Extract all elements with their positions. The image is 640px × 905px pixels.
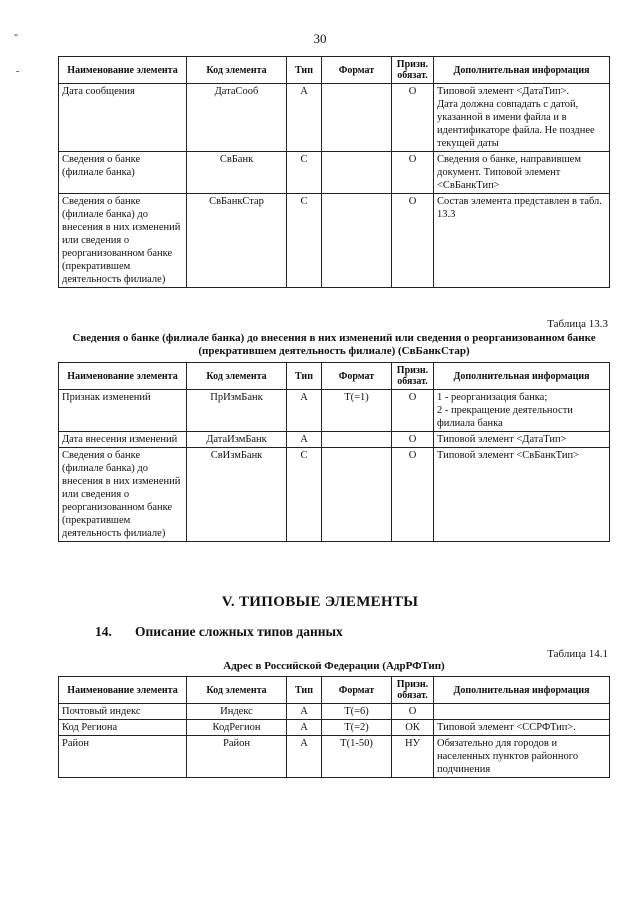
cell-name: Дата внесения изменений [59,432,187,448]
col-header-format: Формат [322,57,392,84]
cell-format: Т(1-50) [322,736,392,778]
col-header-name: Наименование элемента [59,57,187,84]
cell-info: Обязательно для городов и населенных пунктов районного подчинения [434,736,610,778]
cell-format: Т(=1) [322,390,392,432]
table-row [59,432,610,448]
cell-info: Сведения о банке, направившем документ. Типовой элемент <СвБанкТип> [434,152,610,194]
table-header-row [59,363,610,390]
col-header-type: Тип [287,677,322,704]
cell-name: Дата сообщения [59,84,187,152]
cell-format [322,448,392,542]
col-header-format: Формат [322,363,392,390]
cell-code: Индекс [187,704,287,720]
table-row [59,84,610,152]
cell-code: СвИзмБанк [187,448,287,542]
cell-name: Код Региона [59,720,187,736]
cell-required: НУ [392,736,434,778]
table-row [59,448,610,542]
section-title: V. ТИПОВЫЕ ЭЛЕМЕНТЫ [221,594,419,610]
cell-required: О [392,152,434,194]
table-row [59,704,610,720]
cell-required: О [392,84,434,152]
cell-info [434,704,610,720]
cell-required: О [392,432,434,448]
cell-format [322,152,392,194]
cell-type: А [287,84,322,152]
cell-info: Типовой элемент <ДатаТип> [434,432,610,448]
cell-required: О [392,390,434,432]
col-header-type: Тип [287,363,322,390]
cell-required: ОК [392,720,434,736]
table-svbankstar [58,362,610,542]
cell-name: Сведения о банке (филиале банка) до внесения в них изменений или сведения о реорганизованном банке (прекратившем деятельность филиале) [59,194,187,288]
col-header-code: Код элемента [187,363,287,390]
cell-name: Признак изменений [59,390,187,432]
cell-type: С [287,448,322,542]
cell-code: ДатаИзмБанк [187,432,287,448]
cell-code: КодРегион [187,720,287,736]
cell-type: А [287,432,322,448]
cell-required: О [392,704,434,720]
col-header-required: Призн. обязат. [392,677,434,704]
cell-type: А [287,704,322,720]
cell-info: Типовой элемент <ССРФТип>. [434,720,610,736]
subsection-number: 14. [95,624,112,639]
cell-type: А [287,390,322,432]
cell-code: ПрИзмБанк [187,390,287,432]
col-header-required: Призн. обязат. [392,363,434,390]
cell-format: Т(=2) [322,720,392,736]
col-header-info: Дополнительная информация [434,57,610,84]
cell-type: С [287,194,322,288]
table-row [59,390,610,432]
table-row [59,152,610,194]
cell-info: Типовой элемент <ДатаТип>. Дата должна совпадать с датой, указанной в имени файла и в идентификаторе файла. Не позднее текущей даты [434,84,610,152]
col-header-type: Тип [287,57,322,84]
cell-name: Сведения о банке (филиале банка) до внесения в них изменений или сведения о реорганизованном банке (прекратившем деятельность филиале) [59,448,187,542]
cell-name: Район [59,736,187,778]
cell-info: Состав элемента представлен в табл. 13.3 [434,194,610,288]
cell-code: СвБанкСтар [187,194,287,288]
table-title: Сведения о банке (филиале банка) до внесения в них изменений или сведения о реорганизованном банке (прекратившем деятельность филиале) (СвБанкСтар) [72,332,596,357]
col-header-name: Наименование элемента [59,363,187,390]
cell-format: Т(=6) [322,704,392,720]
col-header-name: Наименование элемента [59,677,187,704]
cell-type: С [287,152,322,194]
table-number: Таблица 14.1 [547,648,608,660]
subsection-title: Описание сложных типов данных [135,624,343,639]
cell-required: О [392,448,434,542]
cell-required: О [392,194,434,288]
cell-format [322,194,392,288]
table-row [59,194,610,288]
cell-format [322,84,392,152]
margin-mark: - [16,66,20,77]
cell-name: Сведения о банке (филиале банка) [59,152,187,194]
table-row [59,720,610,736]
table-adrrftip [58,676,610,778]
col-header-code: Код элемента [187,57,287,84]
table-number: Таблица 13.3 [547,318,608,330]
col-header-code: Код элемента [187,677,287,704]
table-title: Адрес в Российской Федерации (АдрРФТип) [223,660,445,672]
table-header-row [59,677,610,704]
col-header-info: Дополнительная информация [434,677,610,704]
table-continued [58,56,610,288]
cell-type: А [287,736,322,778]
table-row [59,736,610,778]
col-header-info: Дополнительная информация [434,363,610,390]
cell-info: Типовой элемент <СвБанкТип> [434,448,610,542]
col-header-format: Формат [322,677,392,704]
cell-code: СвБанк [187,152,287,194]
cell-info: 1 - реорганизация банка; 2 - прекращение деятельности филиала банка [434,390,610,432]
col-header-required: Призн. обязат. [392,57,434,84]
cell-code: Район [187,736,287,778]
cell-type: А [287,720,322,736]
page-number: 30 [313,31,327,46]
margin-mark: " [14,33,19,44]
cell-format [322,432,392,448]
subsection-heading [95,624,343,640]
cell-code: ДатаСооб [187,84,287,152]
table-header-row [59,57,610,84]
cell-name: Почтовый индекс [59,704,187,720]
